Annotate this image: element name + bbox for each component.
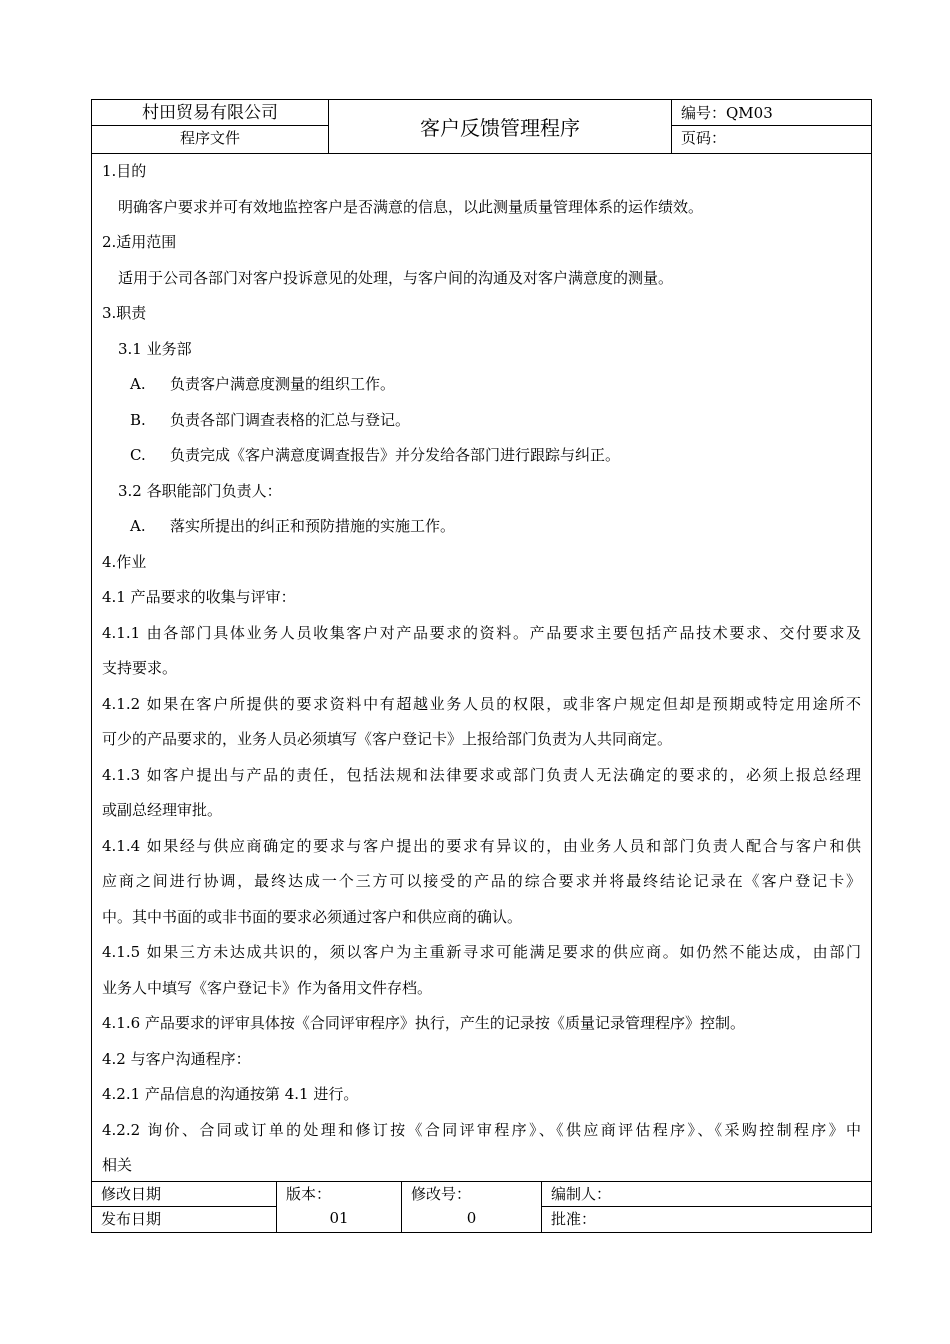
- header-right: [672, 100, 871, 153]
- paragraph: 4.1.2 如果在客户所提供的要求资料中有超越业务人员的权限，或非客户规定但却是预期或特定用途所不: [102, 694, 861, 713]
- list-item: [102, 403, 861, 439]
- list-item: [102, 438, 861, 474]
- header-left: [92, 100, 329, 153]
- paragraph: 4.2.1 产品信息的沟通按第 4.1 进行。: [102, 1085, 359, 1103]
- approver-label: 批准：: [551, 1210, 597, 1228]
- version-label: 版本：: [286, 1185, 332, 1203]
- section-heading: 1.目的: [102, 162, 147, 180]
- paragraph: 4.1.5 如果三方未达成共识的，须以客户为主重新寻求可能满足要求的供应商。如仍然不能达成，由部门: [102, 943, 861, 961]
- doc-code: 编号：QM03: [672, 100, 871, 126]
- document-body: [92, 154, 871, 1181]
- company-name: 村田贸易有限公司: [92, 100, 328, 126]
- paragraph: 可少的产品要求的，业务人员必须填写《客户登记卡》上报给部门负责为人共同商定。: [102, 730, 673, 748]
- subsection-heading: 3.1 业务部: [118, 339, 192, 358]
- paragraph: 4.1.1 由各部门具体业务人员收集客户对产品要求的资料。产品要求主要包括产品技术要求、交付要求及: [102, 623, 861, 642]
- footer-version: [277, 1182, 402, 1232]
- paragraph: 业务人中填写《客户登记卡》作为备用文件存档。: [102, 978, 433, 997]
- paragraph: 4.2.2 询价、合同或订单的处理和修订按《合同评审程序》、《供应商评估程序》、《采购控制程序》中: [102, 1120, 861, 1139]
- paragraph: 4.1.4 如果经与供应商确定的要求与客户提出的要求有异议的，由业务人员和部门负责人配合与客户和供: [102, 836, 861, 855]
- revision-value: 0: [466, 1209, 477, 1227]
- list-item-text: 负责完成《客户满意度调查报告》并分发给各部门进行跟踪与纠正。: [170, 446, 621, 464]
- paragraph: 应商之间进行协调，最终达成一个三方可以接受的产品的综合要求并将最终结论记录在《客户登记卡》: [102, 872, 861, 890]
- section-heading: 4.作业: [102, 552, 147, 571]
- page-number: 页码：: [681, 129, 727, 147]
- footer-revision: [402, 1182, 542, 1232]
- footer-signatures: [542, 1182, 871, 1232]
- revision-label: 修改号：: [411, 1185, 472, 1203]
- paragraph: 或副总经理审批。: [102, 801, 223, 819]
- list-item-label: B.: [130, 410, 146, 429]
- subsection-heading: 4.2 与客户沟通程序：: [102, 1049, 251, 1068]
- list-item: [102, 509, 861, 545]
- publish-date-label: 发布日期: [101, 1210, 162, 1228]
- section-heading: 3.职责: [102, 304, 147, 322]
- paragraph: 支持要求。: [102, 659, 178, 677]
- section-heading: 2.适用范围: [102, 233, 177, 251]
- editor-label: 编制人：: [542, 1182, 871, 1207]
- doc-title: 客户反馈管理程序: [329, 100, 672, 153]
- footer-dates: [92, 1182, 277, 1232]
- list-item-text: 负责客户满意度测量的组织工作。: [170, 375, 396, 393]
- document-header: [92, 100, 871, 154]
- list-item: [102, 367, 861, 403]
- paragraph: 4.1.3 如客户提出与产品的责任，包括法规和法律要求或部门负责人无法确定的要求的，必须上报总经理: [102, 765, 861, 784]
- document-footer: [92, 1181, 871, 1232]
- subsection-heading: 3.2 各职能部门负责人：: [118, 481, 282, 500]
- document-frame: [91, 99, 872, 1233]
- paragraph: 中。其中书面的或非书面的要求必须通过客户和供应商的确认。: [102, 907, 523, 926]
- list-item-text: 落实所提出的纠正和预防措施的实施工作。: [170, 517, 456, 535]
- version-value: 01: [329, 1209, 349, 1227]
- paragraph: 明确客户要求并可有效地监控客户是否满意的信息，以此测量质量管理体系的运作绩效。: [118, 197, 704, 216]
- paragraph: 4.1.6 产品要求的评审具体按《合同评审程序》执行，产生的记录按《质量记录管理程序》控制。: [102, 1014, 745, 1032]
- list-item-label: A.: [130, 517, 146, 535]
- modify-date-label: 修改日期: [92, 1182, 276, 1207]
- list-item-text: 负责各部门调查表格的汇总与登记。: [170, 410, 411, 429]
- paragraph: 相关: [102, 1156, 133, 1174]
- list-item-label: C.: [130, 446, 146, 464]
- doc-type: 程序文件: [179, 129, 240, 147]
- subsection-heading: 4.1 产品要求的收集与评审：: [102, 588, 296, 606]
- list-item-label: A.: [130, 375, 146, 393]
- paragraph: 适用于公司各部门对客户投诉意见的处理，与客户间的沟通及对客户满意度的测量。: [118, 268, 674, 287]
